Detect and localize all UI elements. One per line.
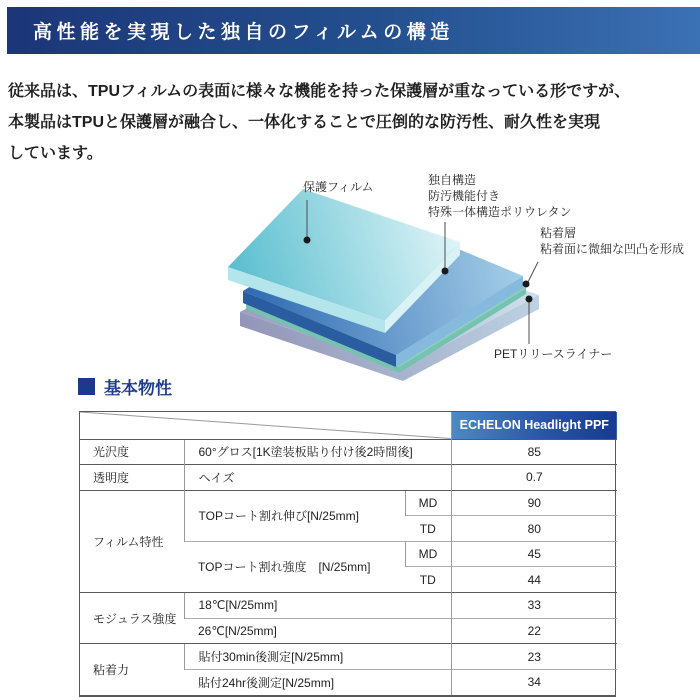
header-banner [7,7,700,54]
table-row [80,465,617,491]
test-condition: TOPコート割れ伸び[N/25mm] [184,490,405,541]
property-value: 0.7 [451,465,617,491]
label-unique-structure: 独自構造 防汚機能付き 特殊一体構造ポリウレタン [428,173,572,219]
property-value: 80 [451,516,617,542]
test-condition: TOPコート割れ強度 [N/25mm] [184,541,405,592]
property-category: フィルム特性 [80,490,184,592]
direction-cell: TD [405,516,451,542]
table-row [80,439,617,465]
test-condition: 貼付30min後測定[N/25mm] [184,644,451,670]
property-value: 33 [451,593,617,619]
direction-cell: TD [405,567,451,593]
diagonal-header-cell [80,412,451,439]
intro-paragraph [8,76,696,169]
test-condition: 18℃[N/25mm] [184,593,451,619]
test-condition: ヘイズ [184,465,451,491]
direction-cell: MD [405,541,451,567]
section-title [78,374,172,399]
intro-line: しています。 [8,145,103,162]
test-condition: 60°グロス[1K塗装板貼り付け後2時間後] [184,439,451,465]
table-row [80,593,617,619]
test-condition: 貼付24hr後測定[N/25mm] [184,669,451,695]
diagonal-line [80,412,451,439]
property-value: 34 [451,669,617,695]
property-category: 透明度 [80,465,184,491]
label-pet-liner: PETリリースライナー [494,347,613,361]
table-row [80,490,617,516]
property-category: 光沢度 [80,439,184,465]
property-value: 45 [451,541,617,567]
property-value: 90 [451,490,617,516]
label-protective-film: 保護フィルム [303,180,374,194]
basic-properties-table [79,411,616,697]
label-adhesive-layer: 粘着層 粘着面に微細な凹凸を形成 [540,226,685,256]
square-bullet-icon [78,378,95,395]
property-category: 粘着力 [80,644,184,695]
table-row [80,644,617,670]
page-title: 高性能を実現した独自のフィルムの構造 [33,22,454,43]
intro-line: 従来品は、TPUフィルムの表面に様々な機能を持った保護層が重なっている形ですが、 [8,83,631,100]
test-condition: 26℃[N/25mm] [184,618,451,644]
property-value: 22 [451,618,617,644]
product-column-header: ECHELON Headlight PPF [451,412,617,439]
property-value: 23 [451,644,617,670]
direction-cell: MD [405,490,451,516]
property-category: モジュラス強度 [80,593,184,644]
property-value: 85 [451,439,617,465]
section-title-text: 基本物性 [104,379,172,398]
property-value: 44 [451,567,617,593]
intro-line: 本製品はTPUと保護層が融合し、一体化することで圧倒的な防汚性、耐久性を実現 [8,114,601,131]
